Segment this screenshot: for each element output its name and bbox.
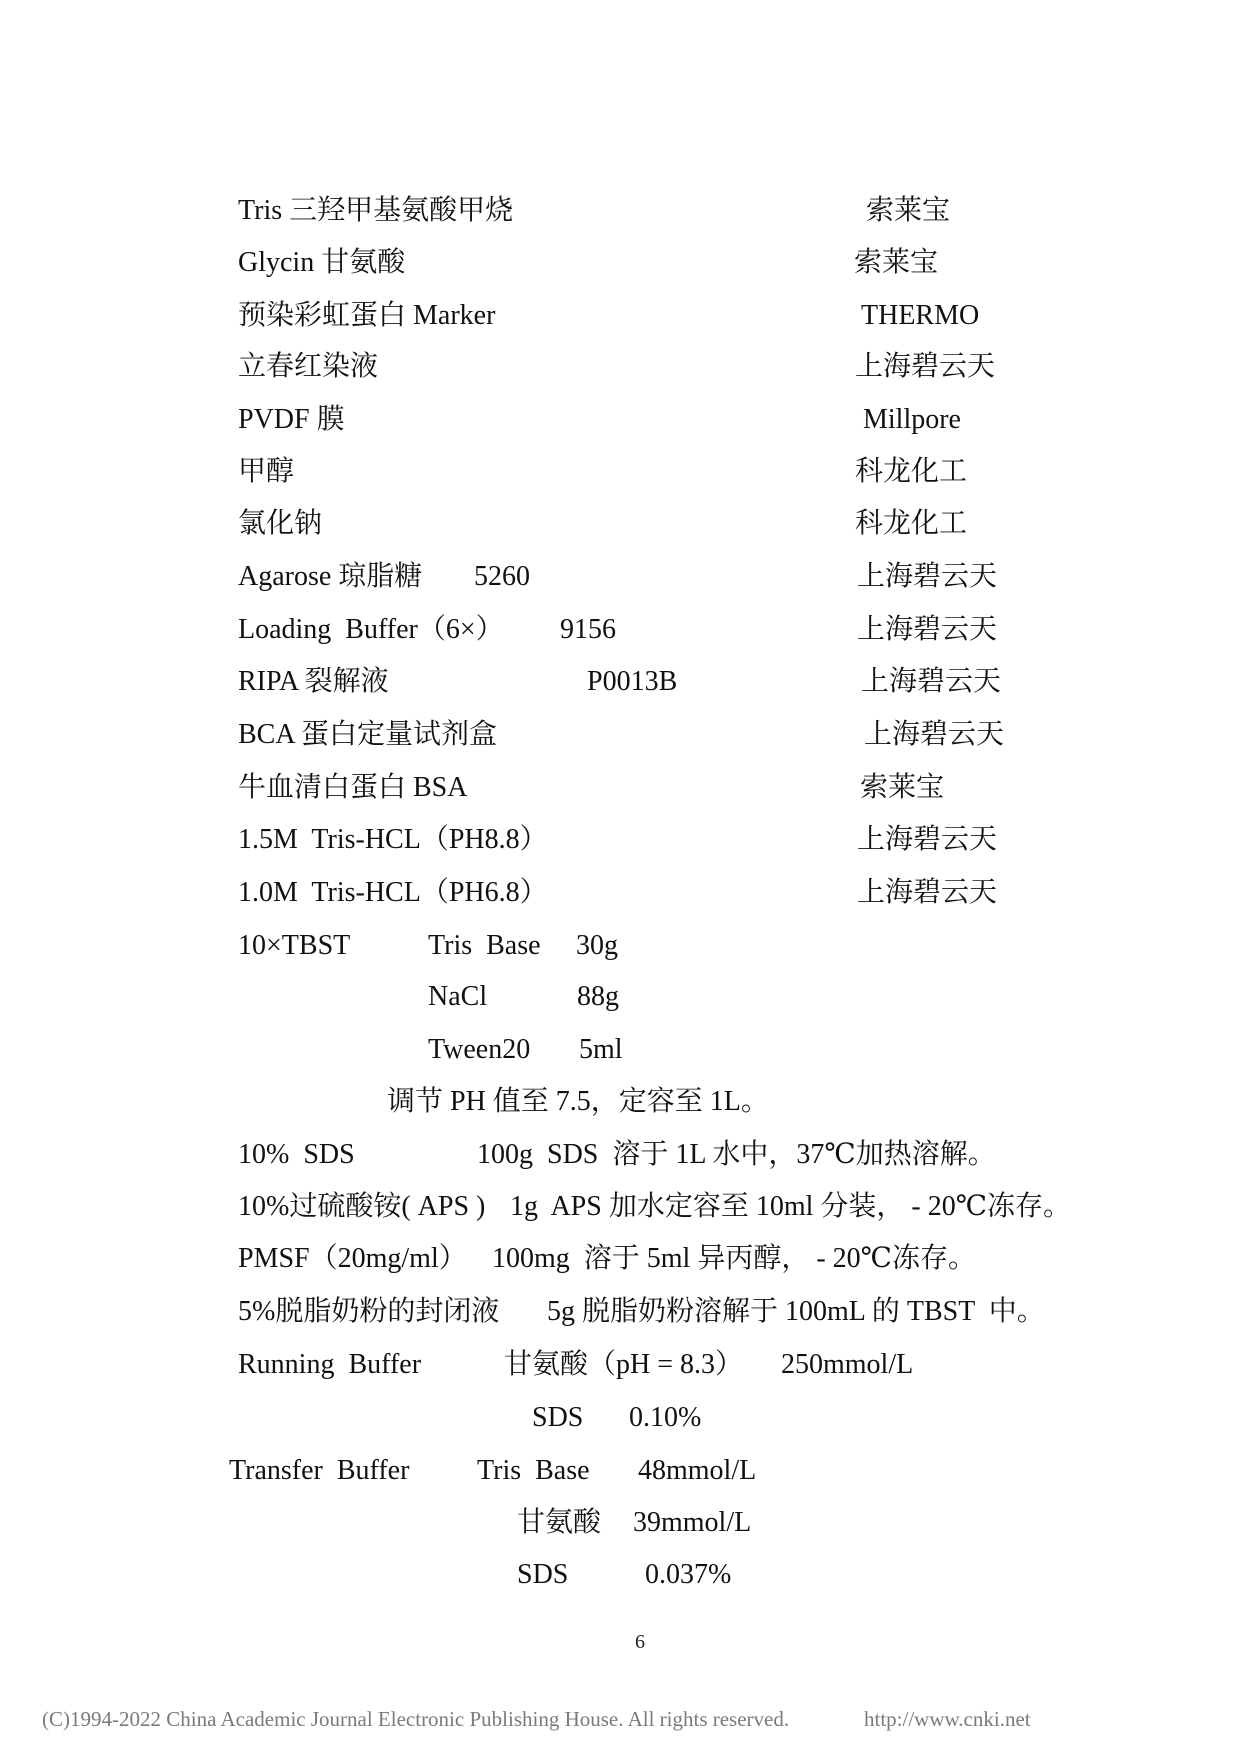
recipe-item: SDS — [532, 1402, 584, 1433]
reagent-supplier: 上海碧云天 — [864, 719, 1005, 750]
reagent-name: 立春红染液 — [238, 351, 379, 382]
reagent-supplier: 上海碧云天 — [857, 877, 998, 908]
reagent-name: 1.0M Tris-HCL（PH6.8） — [238, 877, 548, 908]
reagent-supplier: 上海碧云天 — [855, 351, 996, 382]
page-number: 6 — [635, 1631, 645, 1653]
reagent-name: BCA 蛋白定量试剂盒 — [238, 719, 498, 750]
recipe-item: NaCl — [428, 981, 488, 1012]
solution-instructions: 1g APS 加水定容至 10ml 分装， - 20℃冻存。 — [510, 1191, 1072, 1222]
reagent-supplier: 索莱宝 — [854, 247, 939, 278]
solution-label: PMSF（20mg/ml） — [238, 1243, 467, 1274]
reagent-supplier: 索莱宝 — [860, 772, 945, 803]
reagent-name: Agarose 琼脂糖 — [238, 561, 423, 592]
recipe-amount: 48mmol/L — [638, 1455, 757, 1486]
reagent-supplier: THERMO — [861, 300, 980, 331]
solution-label: 10% SDS — [238, 1139, 355, 1170]
reagent-name: 氯化钠 — [238, 508, 323, 539]
recipe-amount: 39mmol/L — [633, 1507, 752, 1538]
reagent-supplier: Millpore — [863, 404, 961, 435]
reagent-supplier: 科龙化工 — [855, 456, 968, 487]
recipe-label: Running Buffer — [238, 1349, 422, 1380]
reagent-catalog-number: P0013B — [587, 666, 678, 697]
recipe-note: 调节 PH 值至 7.5，定容至 1L。 — [387, 1086, 769, 1117]
recipe-amount: 0.037% — [645, 1559, 732, 1590]
reagent-name: Loading Buffer（6×） — [238, 614, 504, 645]
reagent-name: Glycin 甘氨酸 — [238, 247, 406, 278]
reagent-supplier: 上海碧云天 — [857, 561, 998, 592]
reagent-supplier: 上海碧云天 — [857, 614, 998, 645]
reagent-catalog-number: 9156 — [560, 614, 616, 645]
solution-instructions: 100g SDS 溶于 1L 水中，37℃加热溶解。 — [477, 1139, 996, 1170]
recipe-item: 甘氨酸（pH = 8.3） — [504, 1349, 744, 1380]
reagent-name: 1.5M Tris-HCL（PH8.8） — [238, 824, 548, 855]
footer-url: http://www.cnki.net — [864, 1707, 1031, 1731]
recipe-amount: 5ml — [579, 1034, 623, 1065]
recipe-label: Transfer Buffer — [229, 1455, 410, 1486]
reagent-supplier: 上海碧云天 — [861, 666, 1002, 697]
recipe-item: Tris Base — [477, 1455, 590, 1486]
reagent-name: Tris 三羟甲基氨酸甲烧 — [238, 195, 514, 226]
reagent-name: 预染彩虹蛋白 Marker — [238, 300, 496, 331]
solution-instructions: 100mg 溶于 5ml 异丙醇， - 20℃冻存。 — [492, 1243, 976, 1274]
reagent-supplier: 索莱宝 — [866, 195, 951, 226]
recipe-item: SDS — [517, 1559, 569, 1590]
solution-instructions: 5g 脱脂奶粉溶解于 100mL 的 TBST 中。 — [547, 1296, 1045, 1327]
recipe-item: 甘氨酸 — [517, 1507, 602, 1538]
recipe-amount: 88g — [577, 981, 619, 1012]
solution-label: 5%脱脂奶粉的封闭液 — [238, 1296, 500, 1327]
copyright-notice: (C)1994-2022 China Academic Journal Electronic Publishing House. All rights reserved. — [42, 1707, 790, 1731]
recipe-amount: 0.10% — [629, 1402, 702, 1433]
reagent-supplier: 科龙化工 — [855, 508, 968, 539]
reagent-name: 牛血清白蛋白 BSA — [238, 772, 468, 803]
reagent-supplier: 上海碧云天 — [857, 824, 998, 855]
solution-label: 10%过硫酸铵( APS ) — [238, 1191, 486, 1222]
recipe-item: Tween20 — [428, 1034, 531, 1065]
reagent-name: 甲醇 — [238, 456, 295, 487]
recipe-amount: 250mmol/L — [781, 1349, 914, 1380]
recipe-item: Tris Base — [428, 930, 541, 961]
recipe-label: 10×TBST — [238, 930, 351, 961]
reagent-name: RIPA 裂解液 — [238, 666, 389, 697]
recipe-amount: 30g — [576, 930, 618, 961]
reagent-name: PVDF 膜 — [238, 404, 345, 435]
reagent-catalog-number: 5260 — [474, 561, 530, 592]
